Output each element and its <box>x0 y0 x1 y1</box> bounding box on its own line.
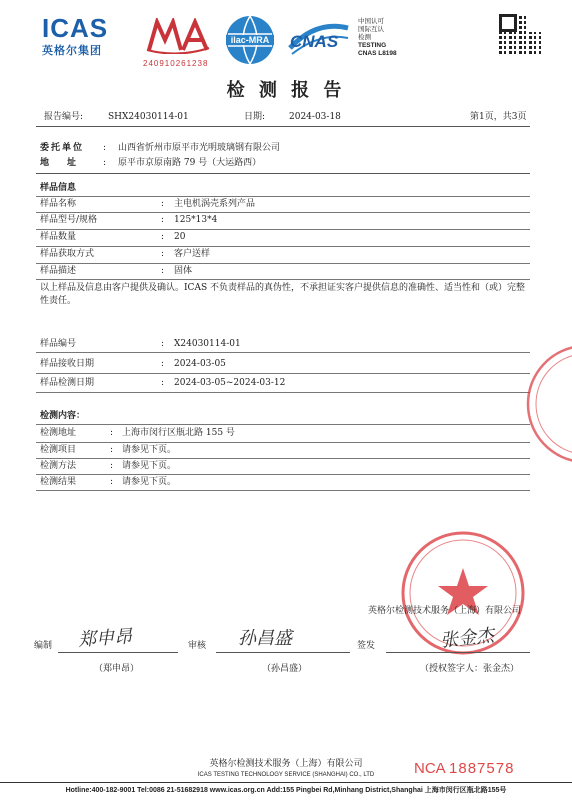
sample-name-value: 主电机涡壳系列产品 <box>174 199 256 209</box>
sample-info-rule-1 <box>36 212 530 213</box>
issue-signature-line <box>386 652 530 653</box>
test-result-label: 检测结果 <box>40 477 77 487</box>
test-content-rule-0 <box>36 424 530 425</box>
test-method-value: 请参见下页。 <box>122 461 177 471</box>
test-content-rule-1 <box>36 442 530 443</box>
footer-contact: Hotline:400-182-9001 Tel:0086 21-51682918 www.icas.org.cn Add:155 Pingbei Rd,Minhang District,Shanghai 上海市闵行区瓶北路155号 <box>65 787 507 794</box>
sample-disclaimer: 以上样品及信息由客户提供及确认。ICAS 不负责样品的真伪性，不承担证实客户提供信息的准确性、适当性和（或）完整性责任。 <box>40 283 525 306</box>
cnas-line-5: CNAS L8198 <box>358 50 397 57</box>
issue-name: （授权签字人：张金杰） <box>420 664 520 674</box>
sample-desc-colon: : <box>161 266 165 276</box>
sample-model-colon: : <box>161 215 165 225</box>
edit-label: 编制 <box>34 641 53 651</box>
sample-info-heading: 样品信息 <box>40 183 77 193</box>
icas-logo <box>42 14 122 60</box>
test-content-rule-4 <box>36 490 530 491</box>
page-indicator: 第1页，共3页 <box>470 112 527 122</box>
sample-qty-label: 样品数量 <box>40 232 77 242</box>
sample-no-label: 样品编号 <box>40 339 77 349</box>
cnas-line-4: TESTING <box>358 42 387 49</box>
address-value: 原平市京原南路 79 号（大运路西） <box>118 158 262 168</box>
nca-prefix: NCA <box>414 760 445 777</box>
report-title: 检 测 报 告 <box>226 80 346 101</box>
test-date-label: 样品检测日期 <box>40 378 95 388</box>
client-label: 委托单位 <box>40 143 85 153</box>
edit-name: （郑申昂） <box>94 664 140 674</box>
test-result-colon: : <box>110 477 114 487</box>
test-address-label: 检测地址 <box>40 428 77 438</box>
sample-method-value: 客户送样 <box>174 249 211 259</box>
test-method-colon: : <box>110 461 114 471</box>
issue-signature: 张金杰 <box>439 625 496 652</box>
meta-divider <box>36 126 530 127</box>
qr-code-icon <box>499 14 541 56</box>
client-divider <box>36 173 530 174</box>
receive-date-label: 样品接收日期 <box>40 359 95 369</box>
sample-info-rule-4 <box>36 263 530 264</box>
test-content-rule-2 <box>36 458 530 459</box>
sample-qty-value: 20 <box>174 232 186 242</box>
test-address-value: 上海市闵行区瓶北路 155 号 <box>122 428 235 438</box>
client-colon: : <box>103 143 107 153</box>
sample-name-label: 样品名称 <box>40 199 77 209</box>
sample-qty-colon: : <box>161 232 165 242</box>
nca-digits: 1887578 <box>449 760 515 777</box>
receive-date-colon: : <box>161 359 165 369</box>
report-no-label: 报告编号: <box>44 112 84 122</box>
footer-company-cn: 英格尔检测技术服务（上海）有限公司 <box>209 759 363 769</box>
signature-company: 英格尔检测技术服务（上海）有限公司 <box>368 606 522 616</box>
sample-method-colon: : <box>161 249 165 259</box>
review-signature-line <box>216 652 350 653</box>
review-label: 审核 <box>188 641 207 651</box>
test-item-value: 请参见下页。 <box>122 445 177 455</box>
sample-info-rule-5 <box>36 279 530 280</box>
footer-divider <box>0 782 572 783</box>
cma-logo <box>143 18 213 66</box>
sample-info-rule-2 <box>36 229 530 230</box>
ilac-logo <box>224 14 276 66</box>
test-content-heading: 检测内容： <box>40 411 86 421</box>
footer-company-en: ICAS TESTING TECHNOLOGY SERVICE (SHANGHAI) CO., LTD <box>197 772 375 778</box>
client-value: 山西省忻州市原平市光明玻璃钢有限公司 <box>118 143 281 153</box>
test-method-label: 检测方法 <box>40 461 77 471</box>
cma-code: 240910261238 <box>143 59 209 68</box>
cnas-line-1: 中国认可 <box>358 18 384 25</box>
sample-model-label: 样品型号/规格 <box>40 215 98 225</box>
nca-number <box>414 760 514 777</box>
receive-date-value: 2024-03-05 <box>174 359 226 369</box>
sample-dates-rule-3 <box>36 392 530 393</box>
right-edge-seal-icon <box>522 340 572 470</box>
test-result-value: 请参见下页。 <box>122 477 177 487</box>
test-item-colon: : <box>110 445 114 455</box>
icas-logo-cn: 英格尔集团 <box>42 45 102 57</box>
cnas-line-2: 国际互认 <box>358 26 384 33</box>
test-date-value: 2024-03-05~2024-03-12 <box>174 378 286 388</box>
sample-dates-rule-2 <box>36 373 530 374</box>
test-date-colon: : <box>161 378 165 388</box>
sample-info-rule-0 <box>36 196 530 197</box>
sample-desc-value: 固体 <box>174 266 193 276</box>
cnas-label: CNAS <box>290 32 339 51</box>
test-address-colon: : <box>110 428 114 438</box>
address-colon: : <box>103 158 107 168</box>
report-no: SHX24030114-01 <box>108 112 189 122</box>
cnas-logo <box>286 18 352 60</box>
sample-desc-label: 样品描述 <box>40 266 77 276</box>
sample-method-label: 样品获取方式 <box>40 249 95 259</box>
issue-label: 签发 <box>357 641 376 651</box>
sample-name-colon: : <box>161 199 165 209</box>
ilac-label: ilac-MRA <box>226 35 274 45</box>
address-label: 地 址 <box>40 158 77 168</box>
sample-no-colon: : <box>161 339 165 349</box>
review-name: （孙昌盛） <box>262 664 308 674</box>
test-item-label: 检测项目 <box>40 445 77 455</box>
test-content-rule-3 <box>36 474 530 475</box>
sample-dates-rule-1 <box>36 352 530 353</box>
edit-signature: 郑申昂 <box>77 626 133 651</box>
sample-no-value: X24030114-01 <box>174 339 241 349</box>
report-date: 2024-03-18 <box>289 112 341 122</box>
date-label: 日期: <box>244 112 266 122</box>
edit-signature-line <box>58 652 178 653</box>
sample-info-rule-3 <box>36 246 530 247</box>
cnas-line-3: 检测 <box>358 34 371 41</box>
icas-logo-text: ICAS <box>42 13 109 43</box>
sample-model-value: 125*13*4 <box>174 215 218 225</box>
cnas-text-block <box>358 18 397 58</box>
review-signature: 孙昌盛 <box>238 628 292 649</box>
cma-mark-icon <box>143 18 213 54</box>
